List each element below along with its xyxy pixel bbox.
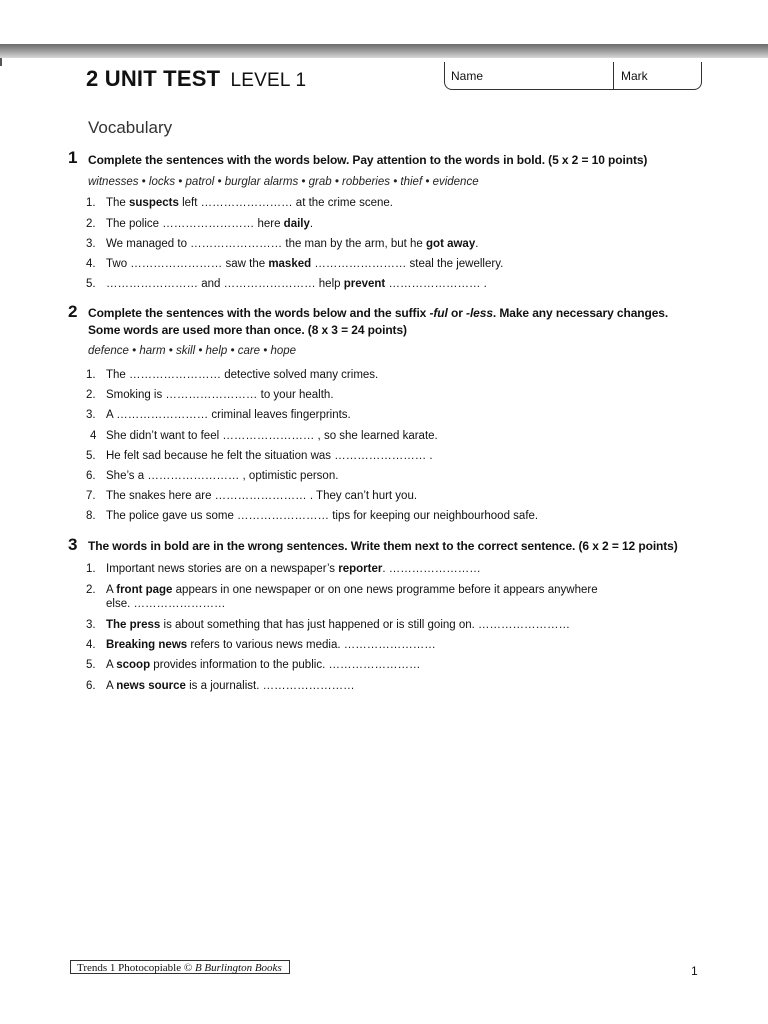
page-number: 1 (691, 964, 698, 978)
section-2-item: 7. The snakes here are …………………… . They can’t hurt you. (86, 490, 418, 502)
section-3-item: 5. A scoop provides information to the public. …………………… (86, 659, 421, 671)
section-2-number: 2 (68, 302, 78, 321)
copyright-text: Trends 1 Photocopiable © (77, 962, 195, 974)
name-mark-divider (613, 62, 614, 89)
section-3-item: 6. A news source is a journalist. …………………… (86, 680, 355, 692)
publisher-brand: B Burlington Books (194, 962, 282, 974)
section-2-item: 8. The police gave us some …………………… tips for keeping our neighbourhood safe. (86, 510, 539, 522)
section-3-item-continuation: else. …………………… (106, 598, 226, 610)
section-2-instruction: Complete the sentences with the words below and the suffix -ful or -less. Make any necessary changes. Some words are used more than once. (8 x 3 = 24 points) (88, 306, 669, 337)
section-3-item: 3. The press is about something that has just happened or is still going on. …………………… (86, 619, 571, 631)
page-title (86, 66, 306, 92)
section-3-item: 4. Breaking news refers to various news media. …………………… (86, 639, 436, 651)
banner-edge-mark (0, 58, 2, 66)
section-1-word-list: witnesses • locks • patrol • burglar alarms • grab • robberies • thief • evidence (88, 176, 479, 188)
top-banner-bar (0, 44, 768, 58)
section-1-instruction: Complete the sentences with the words below. Pay attention to the words in bold. (5 x 2 = 10 points) (88, 153, 648, 167)
name-mark-box (444, 62, 702, 90)
section-3-instruction: The words in bold are in the wrong sentences. Write them next to the correct sentence. (6 x 2 = 12 points) (88, 539, 678, 553)
section-2-item: 6. She’s a …………………… , optimistic person. (86, 470, 339, 482)
section-3-item: 1. Important news stories are on a newspaper’s reporter. …………………… (86, 563, 481, 575)
section-1-item: 5. …………………… and …………………… help prevent …………………… . (86, 278, 487, 290)
section-1-item: 3. We managed to …………………… the man by the arm, but he got away. (86, 238, 479, 250)
section-1-item: 4. Two …………………… saw the masked …………………… steal the jewellery. (86, 258, 504, 270)
section-2-word-list: defence • harm • skill • help • care • hope (88, 345, 297, 357)
level-label: LEVEL 1 (230, 70, 307, 91)
section-1-number: 1 (68, 148, 78, 167)
section-1-item: 1. The suspects left …………………… at the crime scene. (86, 197, 393, 209)
section-3-item: 2. A front page appears in one newspaper or on one news programme before it appears anywhere (86, 584, 598, 596)
unit-test-title: 2 UNIT TEST (86, 66, 221, 91)
name-label: Name (451, 69, 484, 83)
section-heading: Vocabulary (88, 118, 173, 137)
section-2-item: 3. A …………………… criminal leaves fingerprints. (86, 409, 351, 421)
section-2-item: 4 She didn’t want to feel …………………… , so she learned karate. (90, 430, 438, 442)
mark-label: Mark (621, 69, 648, 83)
section-3-number: 3 (68, 535, 78, 554)
section-2-item: 2. Smoking is …………………… to your health. (86, 389, 334, 401)
copyright-footer (70, 960, 290, 974)
section-1-item: 2. The police …………………… here daily. (86, 218, 314, 230)
section-2-item: 1. The …………………… detective solved many crimes. (86, 369, 379, 381)
section-2-item: 5. He felt sad because he felt the situation was …………………… . (86, 450, 433, 462)
